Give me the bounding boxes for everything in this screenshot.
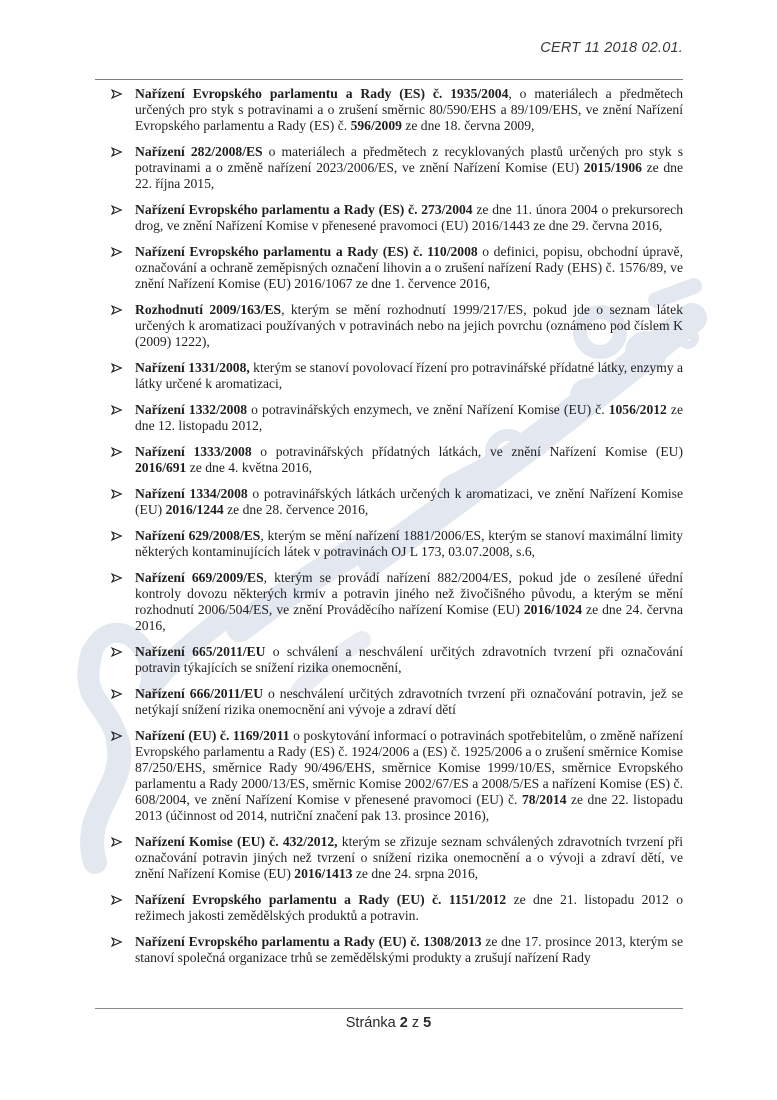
list-item xyxy=(95,486,683,518)
list-item xyxy=(95,244,683,292)
arrow-bullet-icon xyxy=(111,836,123,848)
list-item xyxy=(95,728,683,824)
list-item-text: Nařízení 1332/2008 o potravinářských enzymech, ve znění Nařízení Komise (EU) č. 1056/2012 ze dne 12. listopadu 2012, xyxy=(135,402,683,433)
regulation-list xyxy=(95,86,683,976)
document-reference: CERT 11 2018 02.01. xyxy=(540,40,683,56)
arrow-bullet-icon xyxy=(111,246,123,258)
list-item-text: Nařízení 1331/2008, kterým se stanoví povolovací řízení pro potravinářské přídatné látky, enzymy a látky určené k aromatizaci, xyxy=(135,360,684,391)
list-item xyxy=(95,444,683,476)
list-item-text: Nařízení 282/2008/ES o materiálech a předmětech z recyklovaných plastů určených pro styk s potravinami a o změně nařízení 2023/2006/ES, ve znění Nařízení Komise (EU) 2015/1906 ze dne 22. října 2015, xyxy=(135,144,683,191)
list-item xyxy=(95,360,683,392)
list-item xyxy=(95,570,683,634)
footer-of-word: z xyxy=(411,1015,420,1031)
footer-divider xyxy=(95,1008,683,1009)
page-footer xyxy=(0,1015,777,1031)
list-item xyxy=(95,934,683,966)
footer-prefix: Stránka xyxy=(345,1015,396,1031)
arrow-bullet-icon xyxy=(111,646,123,658)
list-item-text: Nařízení 665/2011/EU o schválení a neschválení určitých zdravotních tvrzení při označování potravin týkajících se snížení rizika onemocnění, xyxy=(135,644,683,675)
list-item-text: Nařízení 666/2011/EU o neschválení určitých zdravotních tvrzení při označování potravin, jež se netýkají snížení rizika onemocnění ani vývoje a zdraví dětí xyxy=(135,686,683,717)
list-item xyxy=(95,144,683,192)
list-item-text: Nařízení Evropského parlamentu a Rady (ES) č. 273/2004 ze dne 11. února 2004 o prekursorech drog, ve znění Nařízení Komise v přenesené pravomoci (EU) 2016/1443 ze dne 29. června 2016, xyxy=(135,202,683,233)
list-item-text: Nařízení 1333/2008 o potravinářských přídatných látkách, ve znění Nařízení Komise (EU) 2016/691 ze dne 4. května 2016, xyxy=(135,444,683,475)
arrow-bullet-icon xyxy=(111,572,123,584)
list-item xyxy=(95,644,683,676)
list-item-text: Nařízení Evropského parlamentu a Rady (ES) č. 1935/2004, o materiálech a předmětech určených pro styk s potravinami a o zrušení směrnic 80/590/EHS a 89/109/EHS, ve znění Nařízení Evropského parlamentu a Rady (ES) č. 596/2009 ze dne 18. června 2009, xyxy=(135,86,683,133)
list-item-text: Nařízení Evropského parlamentu a Rady (ES) č. 110/2008 o definici, popisu, obchodní úpravě, označování a ochraně zeměpisných označení lihovin a o zrušení nařízení Rady (EHS) č. 1576/89, ve znění Nařízení Komise (EU) 2016/1067 ze dne 1. července 2016, xyxy=(135,244,683,291)
arrow-bullet-icon xyxy=(111,488,123,500)
arrow-bullet-icon xyxy=(111,688,123,700)
arrow-bullet-icon xyxy=(111,530,123,542)
arrow-bullet-icon xyxy=(111,146,123,158)
arrow-bullet-icon xyxy=(111,88,123,100)
list-item-text: Nařízení Evropského parlamentu a Rady (EU) č. 1151/2012 ze dne 21. listopadu 2012 o režimech jakosti zemědělských produktů a potravin. xyxy=(135,892,684,923)
footer-page-number: 2 xyxy=(399,1015,408,1031)
list-item xyxy=(95,402,683,434)
list-item-text: Rozhodnutí 2009/163/ES, kterým se mění rozhodnutí 1999/217/ES, pokud jde o seznam látek určených k aromatizaci používaných v potravinách nebo na jejich povrchu (oznámeno pod číslem K (2009) 1222), xyxy=(135,302,683,349)
list-item xyxy=(95,302,683,350)
list-item-text: Nařízení 629/2008/ES, kterým se mění nařízení 1881/2006/ES, kterým se stanoví maximální limity některých kontaminujících látek v potravinách OJ L 173, 03.07.2008, s.6, xyxy=(135,528,683,559)
arrow-bullet-icon xyxy=(111,730,123,742)
list-item xyxy=(95,686,683,718)
header-divider xyxy=(95,79,683,80)
arrow-bullet-icon xyxy=(111,362,123,374)
arrow-bullet-icon xyxy=(111,894,123,906)
list-item-text: Nařízení Evropského parlamentu a Rady (EU) č. 1308/2013 ze dne 17. prosince 2013, kterým se stanoví společná organizace trhů se zemědělskými produkty a zrušují nařízení Rady xyxy=(135,934,683,965)
list-item xyxy=(95,892,683,924)
footer-total-pages: 5 xyxy=(423,1015,432,1031)
list-item xyxy=(95,202,683,234)
list-item xyxy=(95,834,683,882)
list-item-text: Nařízení 669/2009/ES, kterým se provádí nařízení 882/2004/ES, pokud jde o zesílené úřední kontroly dovozu některých krmiv a potravin jiného než živočišného původu, a kterým se mění rozhodnutí 2006/504/ES, ve znění Prováděcího nařízení Komise (EU) 2016/1024 ze dne 24. června 2016, xyxy=(135,570,683,633)
list-item-text: Nařízení (EU) č. 1169/2011 o poskytování informací o potravinách spotřebitelům, o změně nařízení Evropského parlamentu a Rady (ES) č. 1924/2006 a (ES) č. 1925/2006 a o zrušení směrnice Komise 87/250/EHS, směrnice Rady 90/496/EHS, směrnice Komise 1999/10/ES, směrnice Evropského parlamentu a Rady 2000/13/ES, směrnic Komise 2002/67/ES a 2008/5/ES a nařízení Komise (ES) č. 608/2004, ve znění Nařízení Komise v přenesené pravomoci (EU) č. 78/2014 ze dne 22. listopadu 2013 (účinnost od 2014, nutriční značení pak 13. prosince 2016), xyxy=(135,728,684,823)
arrow-bullet-icon xyxy=(111,204,123,216)
list-item xyxy=(95,528,683,560)
list-item xyxy=(95,86,683,134)
list-item-text: Nařízení Komise (EU) č. 432/2012, kterým se zřizuje seznam schválených zdravotních tvrzení při označování potravin jiných než tvrzení o snížení rizika onemocnění a o vývoji a zdraví dětí, ve znění Nařízení Komise (EU) 2016/1413 ze dne 24. srpna 2016, xyxy=(135,834,683,881)
arrow-bullet-icon xyxy=(111,446,123,458)
arrow-bullet-icon xyxy=(111,404,123,416)
list-item-text: Nařízení 1334/2008 o potravinářských látkách určených k aromatizaci, ve znění Nařízení Komise (EU) 2016/1244 ze dne 28. července 2016, xyxy=(135,486,683,517)
arrow-bullet-icon xyxy=(111,936,123,948)
arrow-bullet-icon xyxy=(111,304,123,316)
